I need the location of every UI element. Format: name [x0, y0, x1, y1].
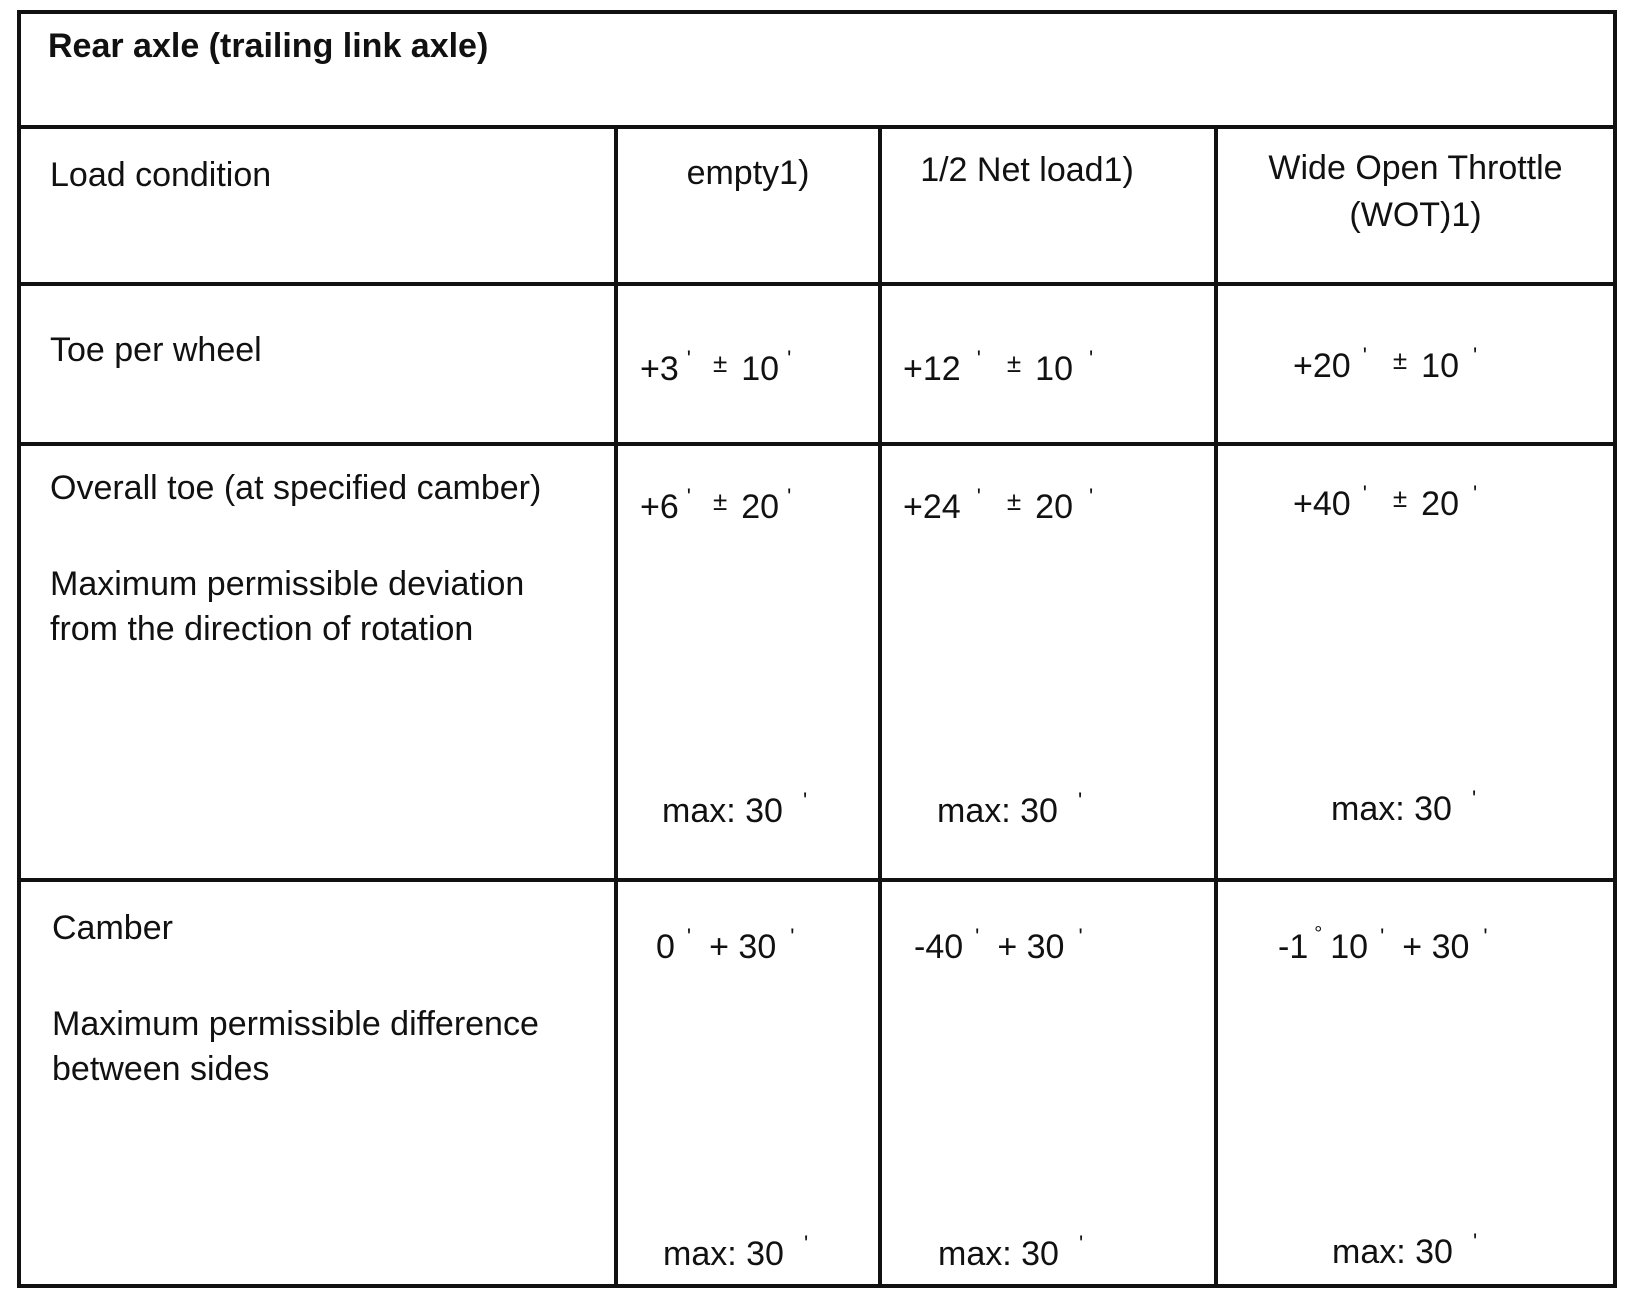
minute-mark: ': [1078, 924, 1083, 949]
table-rule-under-title: [17, 125, 1617, 129]
value-tolerance: 10: [1421, 347, 1459, 385]
overall-toe-max-wot: [1331, 776, 1480, 832]
table-rule-under-toe: [17, 442, 1617, 446]
minute-mark: ': [1362, 343, 1367, 368]
table-border-left: [17, 10, 21, 1288]
plus-minus-sign: ±: [1006, 348, 1022, 378]
row-label-camber: Camber: [52, 909, 173, 947]
camber-wot: [1278, 912, 1492, 970]
value-base: +12: [903, 350, 961, 388]
camber-max-half-load: [938, 1221, 1087, 1277]
camber-half-load: [914, 914, 1087, 970]
header-wot-line1: Wide Open Throttle: [1268, 149, 1563, 187]
minute-mark: ': [1483, 924, 1488, 949]
row-label-overall-toe: Overall toe (at specified camber): [50, 469, 542, 507]
table-border-top: [17, 10, 1617, 14]
column-divider-3: [1214, 125, 1218, 1288]
value-base: +24: [903, 488, 961, 526]
table-rule-under-header: [17, 282, 1617, 286]
minute-mark: ': [1089, 346, 1094, 371]
value-base: +6: [640, 488, 679, 526]
minute-mark: ': [1077, 788, 1083, 813]
minute-mark: ': [803, 1231, 809, 1256]
row-label-toe-per-wheel: Toe per wheel: [50, 331, 262, 369]
minute-mark: ': [802, 788, 808, 813]
plus-minus-sign: ±: [712, 486, 728, 516]
header-wot-line2: (WOT)1): [1349, 196, 1482, 234]
minute-mark: ': [1472, 1229, 1478, 1254]
minute-mark: ': [790, 924, 795, 949]
minute-mark: ': [787, 346, 792, 371]
header-load-condition: Load condition: [50, 156, 272, 194]
value-tolerance: 20: [1035, 488, 1073, 526]
toe-per-wheel-wot: [1293, 333, 1481, 389]
table-title: Rear axle (trailing link axle): [48, 27, 489, 65]
minute-mark: ': [686, 484, 691, 509]
table-border-right: [1613, 10, 1617, 1288]
header-half-net-load: 1/2 Net load1): [920, 151, 1134, 189]
value-tolerance: 20: [1421, 485, 1459, 523]
table-rule-under-overall-toe: [17, 878, 1617, 882]
toe-per-wheel-half-load: [903, 336, 1097, 392]
value-base: 0: [656, 928, 675, 966]
table-border-bottom: [17, 1284, 1617, 1288]
minute-mark: ': [1471, 786, 1477, 811]
overall-toe-note-line1: Maximum permissible deviation: [50, 565, 525, 603]
header-empty: empty1): [686, 154, 810, 192]
minute-mark: ': [1362, 481, 1367, 506]
toe-per-wheel-empty: [640, 336, 795, 392]
value-degrees: -1: [1278, 928, 1309, 966]
overall-toe-empty: [640, 474, 795, 530]
max-value: max: 30: [662, 792, 783, 830]
camber-note-line1: Maximum permissible difference: [52, 1005, 539, 1043]
max-value: max: 30: [663, 1235, 784, 1273]
overall-toe-max-half-load: [937, 778, 1086, 834]
camber-empty: [656, 914, 798, 970]
overall-toe-max-empty: [662, 778, 811, 834]
value-base: 10: [1330, 928, 1369, 966]
plus-minus-sign: ±: [1006, 486, 1022, 516]
max-value: max: 30: [938, 1235, 1059, 1273]
camber-max-empty: [663, 1221, 812, 1277]
value-base: +40: [1293, 485, 1351, 523]
value-base: +3: [640, 350, 679, 388]
minute-mark: ': [787, 484, 792, 509]
degree-mark: °: [1314, 923, 1323, 945]
minute-mark: ': [1089, 484, 1094, 509]
minute-mark: ': [976, 484, 981, 509]
column-divider-2: [878, 125, 882, 1288]
minute-mark: ': [686, 924, 692, 949]
value-base: +20: [1293, 347, 1351, 385]
minute-mark: ': [1078, 1231, 1084, 1256]
value-tolerance: + 30: [997, 928, 1065, 966]
minute-mark: ': [975, 924, 980, 949]
value-tolerance: 10: [741, 350, 780, 388]
plus-minus-sign: ±: [1392, 483, 1408, 513]
max-value: max: 30: [937, 792, 1058, 830]
camber-max-wot: [1332, 1219, 1481, 1275]
minute-mark: ': [1380, 924, 1385, 949]
value-base: -40: [914, 928, 964, 966]
plus-minus-sign: ±: [712, 348, 728, 378]
value-tolerance: + 30: [709, 928, 777, 966]
value-tolerance: + 30: [1402, 928, 1470, 966]
max-value: max: 30: [1332, 1233, 1453, 1271]
camber-note-line2: between sides: [52, 1050, 270, 1088]
plus-minus-sign: ±: [1392, 345, 1408, 375]
minute-mark: ': [976, 346, 981, 371]
overall-toe-wot: [1293, 471, 1481, 527]
value-tolerance: 10: [1035, 350, 1073, 388]
minute-mark: ': [686, 346, 691, 371]
overall-toe-note-line2: from the direction of rotation: [50, 610, 474, 648]
minute-mark: ': [1473, 343, 1478, 368]
overall-toe-half-load: [903, 474, 1097, 530]
max-value: max: 30: [1331, 790, 1452, 828]
value-tolerance: 20: [741, 488, 780, 526]
column-divider-1: [614, 125, 618, 1286]
minute-mark: ': [1473, 481, 1478, 506]
